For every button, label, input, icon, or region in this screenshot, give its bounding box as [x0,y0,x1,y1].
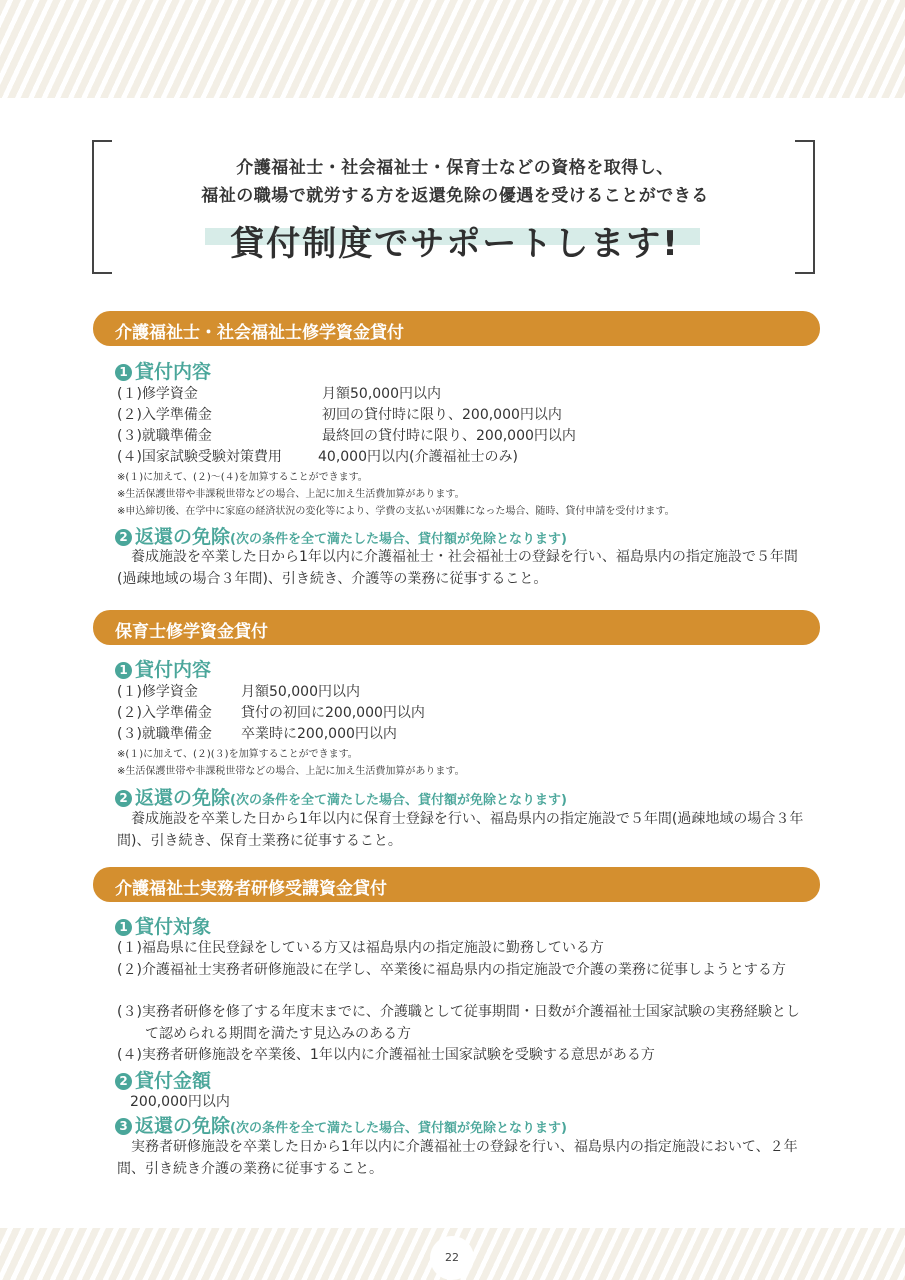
loan-item-value: 40,000円以内(介護福祉士のみ) [318,449,518,465]
subheading-note: (次の条件を全て満たした場合、貸付額が免除となります) [230,532,567,547]
subheading-loan-content [115,655,211,682]
loan-item-label: (３)就職準備金 [117,428,212,444]
target-item: (２)介護福祉士実務者研修施設に在学し、卒業後に福島県内の指定施設で介護の業務に従事しようとする方 [117,962,786,978]
subheading-note: (次の条件を全て満たした場合、貸付額が免除となります) [230,1121,567,1136]
number-badge: 3 [115,1118,132,1135]
loan-item [117,383,441,403]
number-badge: 2 [115,790,132,807]
subheading-repayment-exemption [115,522,567,549]
section-title: 介護福祉士実務者研修受講資金貸付 [115,879,387,899]
note: ※生活保護世帯や非課税世帯などの場合、上記に加え生活費加算があります。 [117,489,465,500]
loan-amount-value: 200,000円以内 [130,1094,230,1110]
subheading-label: 貸付金額 [135,1070,212,1092]
section-title: 介護福祉士・社会福祉士修学資金貸付 [115,323,404,343]
hero-main-title: 貸付制度でサポートします! [230,224,680,264]
subheading-label: 貸付内容 [135,659,212,681]
loan-item-value: 卒業時に200,000円以内 [241,726,397,742]
top-stripe-band [0,0,905,98]
page-number: 22 [430,1236,474,1280]
loan-item-value: 最終回の貸付時に限り、200,000円以内 [322,428,576,444]
exemption-description [117,546,807,590]
loan-item-value: 月額50,000円以内 [241,684,360,700]
number-badge: 1 [115,662,132,679]
subheading-loan-content [115,357,211,384]
section-header-practitioner-training-loan [93,867,820,902]
loan-item-value: 初回の貸付時に限り、200,000円以内 [322,407,562,423]
exemption-description [117,808,807,852]
hero-line-1: 介護福祉士・社会福祉士・保育士などの資格を取得し、 [236,158,674,178]
subheading-label: 貸付対象 [135,916,212,938]
loan-item-label: (４)国家試験受験対策費用 [117,449,282,465]
subheading-repayment-exemption [115,1111,567,1138]
subheading-note: (次の条件を全て満たした場合、貸付額が免除となります) [230,793,567,808]
subheading-label: 返還の免除 [135,787,231,809]
target-item: (４)実務者研修施設を卒業後、1年以内に介護福祉士国家試験を受験する意思がある方 [117,1047,655,1063]
number-badge: 1 [115,364,132,381]
loan-item-label: (２)入学準備金 [117,705,212,721]
subheading-repayment-exemption [115,783,567,810]
section-header-care-student-loan [93,311,820,346]
loan-item [117,446,518,466]
note: ※(１)に加えて、(２)(３)を加算することができます。 [117,749,358,760]
loan-item-value: 月額50,000円以内 [322,386,441,402]
description-text: 実務者研修施設を卒業した日から1年以内に介護福祉士の登録を行い、福島県内の指定施設において、２年間、引き続き介護の業務に従事すること。 [117,1139,798,1177]
loan-item [117,702,425,722]
note: ※生活保護世帯や非課税世帯などの場合、上記に加え生活費加算があります。 [117,766,465,777]
loan-item-label: (２)入学準備金 [117,407,212,423]
hero-line-2: 福祉の職場で就労する方を返還免除の優遇を受けることができる [201,186,709,206]
left-bracket [92,140,112,274]
number-badge: 1 [115,919,132,936]
note: ※(１)に加えて、(２)〜(４)を加算することができます。 [117,472,368,483]
number-badge: 2 [115,529,132,546]
loan-item-label: (３)就職準備金 [117,726,212,742]
description-text: 養成施設を卒業した日から1年以内に介護福祉士・社会福祉士の登録を行い、福島県内の指定施設で５年間(過疎地域の場合３年間)、引き続き、介護等の業務に従事すること。 [117,549,798,587]
loan-item [117,681,360,701]
loan-item-label: (１)修学資金 [117,684,198,700]
subheading-loan-amount [115,1066,211,1093]
subheading-loan-target [115,912,211,939]
section-title: 保育士修学資金貸付 [115,622,268,642]
number-badge: 2 [115,1073,132,1090]
subheading-label: 貸付内容 [135,361,212,383]
target-item: (３)実務者研修を修了する年度末までに、介護職として従事期間・日数が介護福祉士国家試験の実務経験として認められる期間を満たす見込みのある方 [117,1004,800,1042]
loan-item-value: 貸付の初回に200,000円以内 [241,705,425,721]
exemption-description [117,1136,807,1180]
loan-item-label: (１)修学資金 [117,386,198,402]
loan-item [117,425,576,445]
section-header-nursery-student-loan [93,610,820,645]
note: ※申込締切後、在学中に家庭の経済状況の変化等により、学費の支払いが困難になった場合、随時、貸付申請を受付けます。 [117,506,675,517]
subheading-label: 返還の免除 [135,1115,231,1137]
description-text: 養成施設を卒業した日から1年以内に保育士登録を行い、福島県内の指定施設で５年間(過疎地域の場合３年間)、引き続き、保育士業務に従事すること。 [117,811,804,849]
right-bracket [795,140,815,274]
loan-item [117,723,397,743]
target-item: (１)福島県に住民登録をしている方又は福島県内の指定施設に勤務している方 [117,940,604,956]
subheading-label: 返還の免除 [135,526,231,548]
loan-item [117,404,562,424]
